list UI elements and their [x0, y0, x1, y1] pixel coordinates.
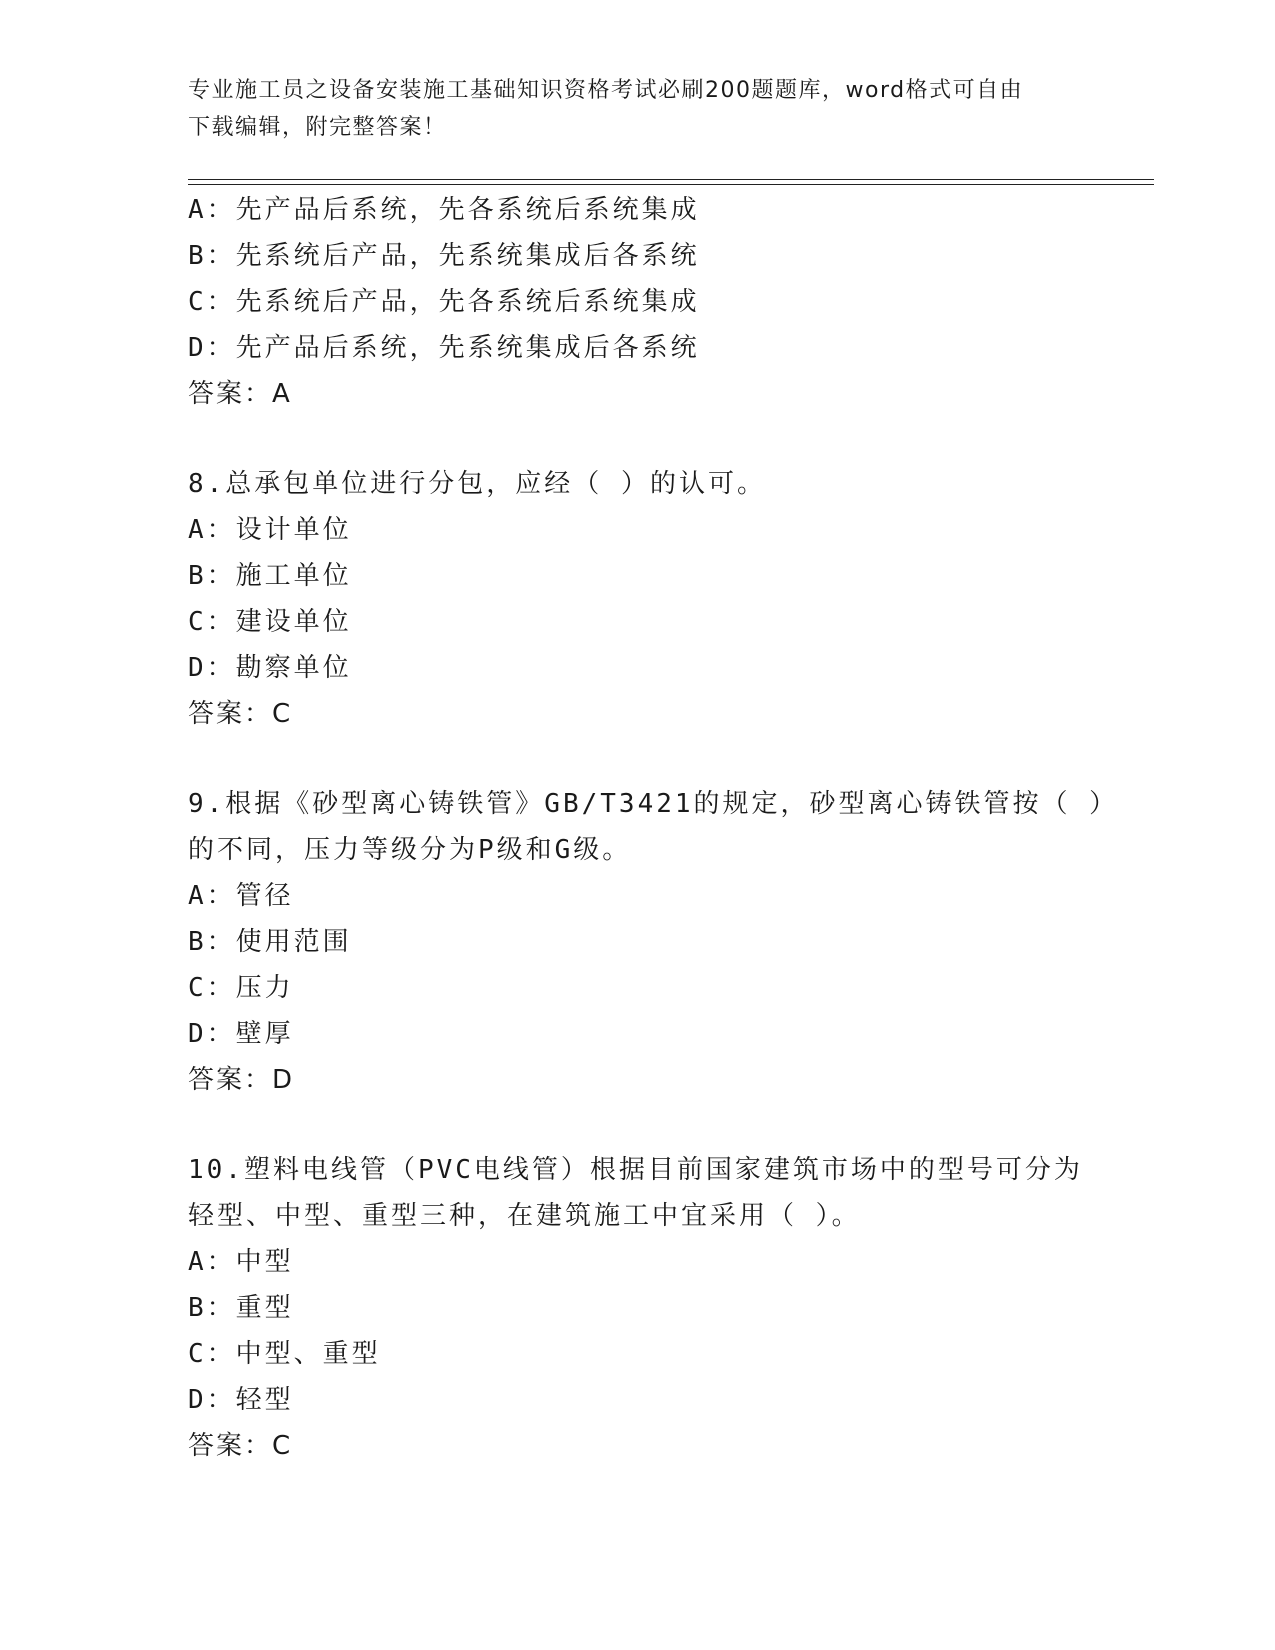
option-a: A：中型: [188, 1247, 294, 1277]
question-block-9: [188, 781, 1119, 1103]
question-stem-continued: 的不同，压力等级分为P级和G级。: [188, 835, 632, 865]
option-d: D：壁厚: [188, 1019, 294, 1049]
header-rule-top: [188, 179, 1154, 180]
answer-line: 答案：A: [188, 379, 292, 409]
header-title-line-2: 下载编辑，附完整答案！: [188, 115, 447, 140]
document-header: [188, 72, 1068, 146]
header-title-line-1: 专业施工员之设备安装施工基础知识资格考试必刷200题题库，word格式可自由: [188, 78, 1024, 103]
option-c: C：建设单位: [188, 607, 352, 637]
option-b: B：使用范围: [188, 927, 352, 957]
question-stem: 8.总承包单位进行分包，应经（ ）的认可。: [188, 469, 766, 499]
question-content: [188, 187, 1119, 1469]
question-stem: 9.根据《砂型离心铸铁管》GB/T3421的规定，砂型离心铸铁管按（ ）: [188, 789, 1119, 819]
option-c: C：中型、重型: [188, 1339, 381, 1369]
option-d: D：轻型: [188, 1385, 294, 1415]
question-block-8: [188, 461, 1088, 737]
option-d: D：勘察单位: [188, 653, 352, 683]
option-a: A：管径: [188, 881, 294, 911]
question-stem: 10.塑料电线管（PVC电线管）根据目前国家建筑市场中的型号可分为: [188, 1155, 1083, 1185]
option-d: D：先产品后系统，先系统集成后各系统: [188, 333, 700, 363]
option-c: C：压力: [188, 973, 294, 1003]
question-block-prev: [188, 187, 1088, 417]
option-c: C：先系统后产品，先各系统后系统集成: [188, 287, 700, 317]
option-b: B：重型: [188, 1293, 294, 1323]
option-a: A：设计单位: [188, 515, 352, 545]
option-b: B：施工单位: [188, 561, 352, 591]
question-stem-continued: 轻型、中型、重型三种，在建筑施工中宜采用（ ）。: [188, 1201, 861, 1231]
option-a: A：先产品后系统，先各系统后系统集成: [188, 195, 700, 225]
header-rule-bottom: [188, 184, 1154, 185]
option-b: B：先系统后产品，先系统集成后各系统: [188, 241, 700, 271]
question-block-10: [188, 1147, 1088, 1469]
answer-line: 答案：C: [188, 699, 293, 729]
answer-line: 答案：C: [188, 1431, 293, 1461]
answer-line: 答案：D: [188, 1065, 295, 1095]
